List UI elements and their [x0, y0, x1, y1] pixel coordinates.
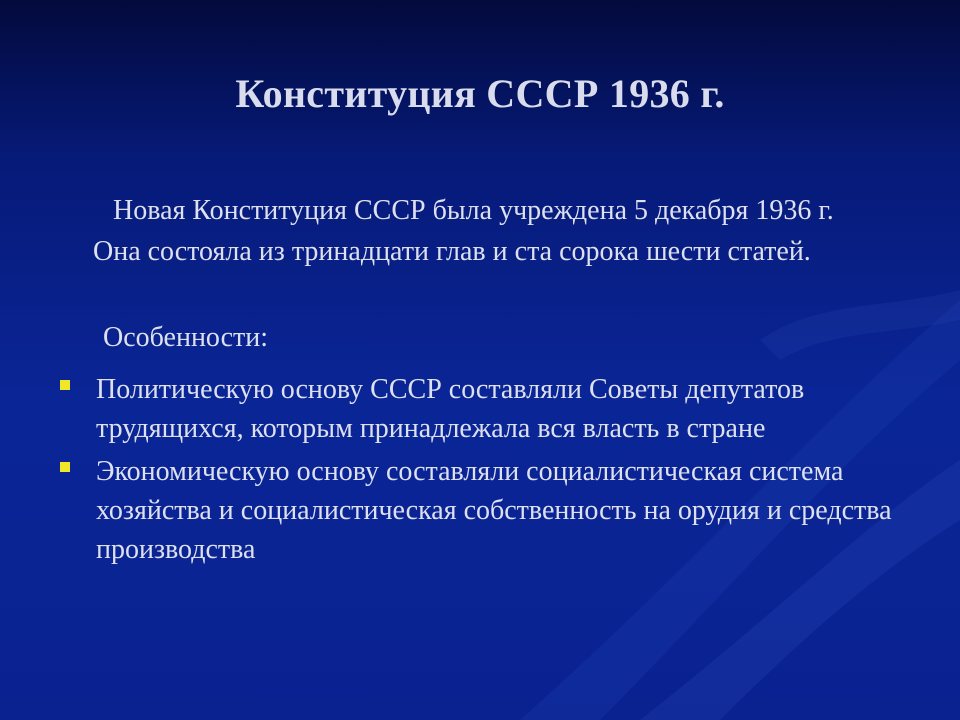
features-list [60, 370, 900, 573]
list-item-text: Экономическую основу составляли социалистическая система хозяйства и социалистическая собственность на орудия и средства производства [96, 456, 892, 565]
features-label: Особенности: [103, 322, 269, 353]
intro-paragraph: Новая Конституция СССР была учреждена 5 декабря 1936 г. Она состояла из тринадцати глав и ста сорока шести статей. [93, 195, 834, 267]
square-bullet-icon [60, 380, 70, 390]
slide-title: Конституция СССР 1936 г. [235, 71, 725, 116]
list-item [60, 452, 900, 569]
list-item-text: Политическую основу СССР составляли Советы депутатов трудящихся, которым принадлежала вся власть в стране [96, 374, 805, 444]
list-item [60, 370, 900, 448]
square-bullet-icon [60, 462, 70, 472]
